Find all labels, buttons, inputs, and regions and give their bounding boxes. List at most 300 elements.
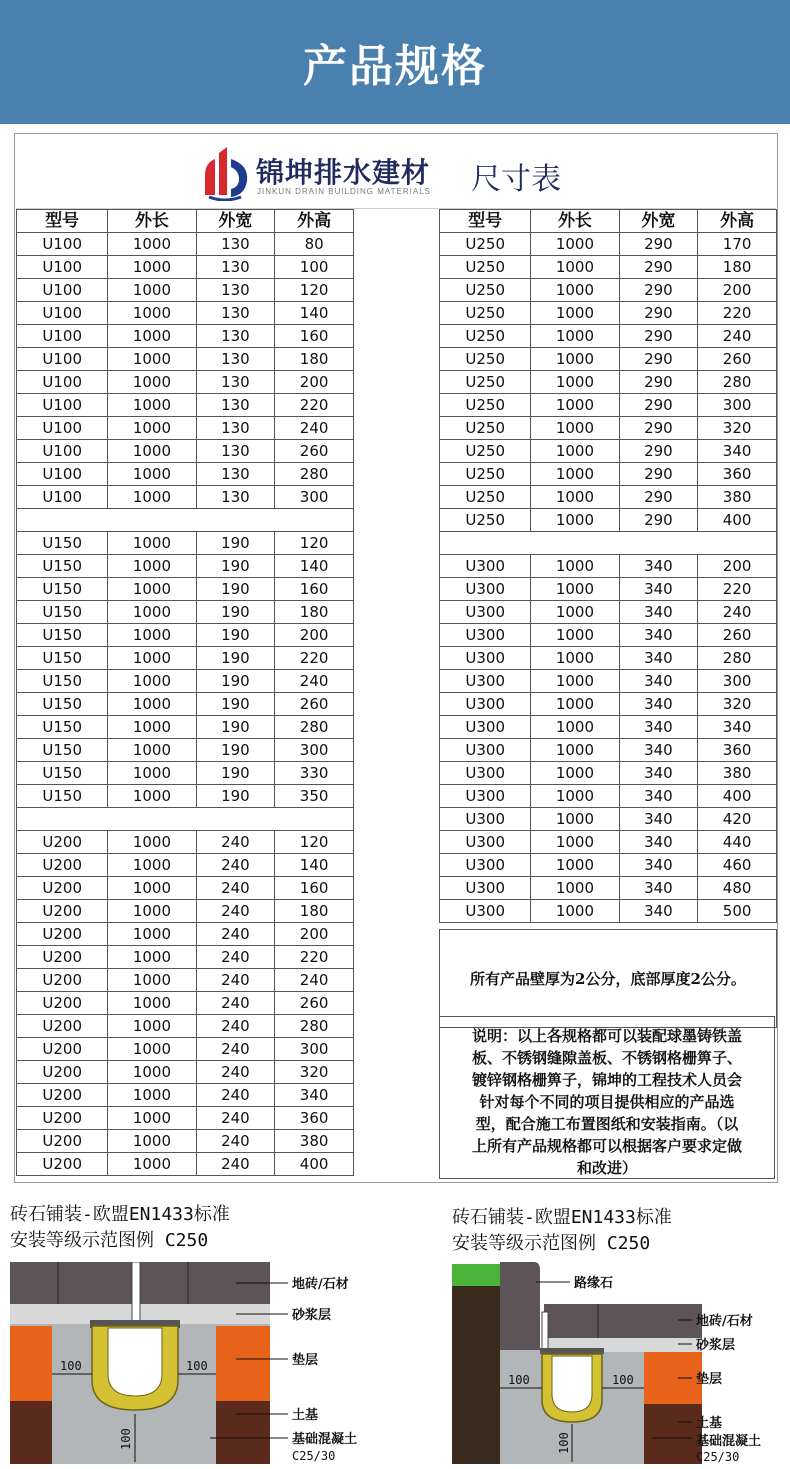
table-cell: U250 xyxy=(440,279,531,302)
description-line: 镀锌钢格栅箅子，锦坤的工程技术人员会 xyxy=(471,1071,742,1089)
table-cell: 190 xyxy=(196,670,275,693)
table-cell: 180 xyxy=(275,601,354,624)
table-cell: 1000 xyxy=(531,486,619,509)
table-row xyxy=(440,647,777,670)
table-cell: 130 xyxy=(196,302,275,325)
table-cell: 190 xyxy=(196,647,275,670)
table-row xyxy=(440,578,777,601)
table-cell: 480 xyxy=(698,877,777,900)
table-cell: U150 xyxy=(17,762,108,785)
table-cell: 340 xyxy=(619,578,698,601)
table-cell: 260 xyxy=(275,693,354,716)
table-cell: 240 xyxy=(196,877,275,900)
table-row xyxy=(17,900,354,923)
table-cell: 300 xyxy=(275,486,354,509)
spacer-row xyxy=(17,509,354,532)
table-cell: 330 xyxy=(275,762,354,785)
table-row xyxy=(440,900,777,923)
table-cell: U250 xyxy=(440,233,531,256)
right-diagram-caption xyxy=(452,1205,672,1257)
left-diagram-caption xyxy=(10,1202,230,1254)
table-cell: 240 xyxy=(196,1015,275,1038)
table-cell: 240 xyxy=(196,923,275,946)
table-cell: 1000 xyxy=(108,739,196,762)
label-curb: 路缘石 xyxy=(574,1276,614,1291)
table-cell: 1000 xyxy=(531,325,619,348)
table-row xyxy=(440,440,777,463)
brand-logo-icon xyxy=(199,145,251,201)
table-cell: 1000 xyxy=(108,1061,196,1084)
description-note xyxy=(439,1016,775,1179)
table-cell: 130 xyxy=(196,486,275,509)
table-row xyxy=(17,486,354,509)
table-row xyxy=(440,854,777,877)
table-cell: 340 xyxy=(619,808,698,831)
table-cell: U100 xyxy=(17,486,108,509)
table-cell: 290 xyxy=(619,486,698,509)
table-cell: 240 xyxy=(196,1153,275,1176)
table-cell: 220 xyxy=(275,946,354,969)
table-cell: 1000 xyxy=(531,394,619,417)
table-cell: U150 xyxy=(17,555,108,578)
column-header: 外宽 xyxy=(196,210,275,233)
table-cell: 340 xyxy=(619,624,698,647)
table-cell: 340 xyxy=(698,716,777,739)
table-cell: 240 xyxy=(196,969,275,992)
table-cell: 360 xyxy=(698,463,777,486)
table-cell: U100 xyxy=(17,233,108,256)
table-cell: U250 xyxy=(440,417,531,440)
table-cell: 460 xyxy=(698,854,777,877)
label-grade: C25/30 xyxy=(292,1449,336,1463)
table-cell: 340 xyxy=(619,900,698,923)
table-cell: 1000 xyxy=(108,371,196,394)
table-row xyxy=(17,1015,354,1038)
dim-right: 100 xyxy=(186,1359,208,1373)
table-row xyxy=(440,555,777,578)
label-tile: 地砖/石材 xyxy=(292,1277,349,1292)
table-cell: U300 xyxy=(440,716,531,739)
table-cell: U250 xyxy=(440,371,531,394)
table-cell: 160 xyxy=(275,877,354,900)
table-cell: 1000 xyxy=(108,831,196,854)
description-line: 和改进） xyxy=(576,1159,637,1177)
table-cell: 1000 xyxy=(531,716,619,739)
table-cell: 1000 xyxy=(531,739,619,762)
table-cell: 240 xyxy=(196,946,275,969)
table-row xyxy=(440,808,777,831)
table-cell: 1000 xyxy=(108,578,196,601)
table-row xyxy=(17,1153,354,1176)
column-header: 外高 xyxy=(698,210,777,233)
soil-layer-right xyxy=(216,1401,270,1464)
table-cell: U150 xyxy=(17,624,108,647)
table-cell: 1000 xyxy=(531,578,619,601)
label-soil: 土基 xyxy=(696,1416,723,1431)
table-cell: U300 xyxy=(440,578,531,601)
table-cell: U250 xyxy=(440,440,531,463)
column-header: 外长 xyxy=(531,210,619,233)
table-cell: 300 xyxy=(698,670,777,693)
table-row xyxy=(17,831,354,854)
spacer-row xyxy=(440,532,777,555)
table-cell: 1000 xyxy=(531,808,619,831)
table-cell: 290 xyxy=(619,417,698,440)
table-row xyxy=(17,440,354,463)
table-cell: U100 xyxy=(17,325,108,348)
table-cell: 180 xyxy=(698,256,777,279)
brand-name: 锦坤排水建材 xyxy=(256,156,431,189)
table-cell: U300 xyxy=(440,739,531,762)
table-cell: 1000 xyxy=(108,785,196,808)
table-cell: 130 xyxy=(196,463,275,486)
table-cell: 170 xyxy=(698,233,777,256)
table-cell: 290 xyxy=(619,279,698,302)
table-row xyxy=(440,486,777,509)
table-cell: 1000 xyxy=(108,1038,196,1061)
table-cell: 260 xyxy=(275,440,354,463)
table-cell: 190 xyxy=(196,693,275,716)
soil-column xyxy=(452,1270,500,1464)
table-cell: 1000 xyxy=(108,440,196,463)
table-cell: U250 xyxy=(440,394,531,417)
table-cell: 190 xyxy=(196,716,275,739)
table-title: 尺寸表 xyxy=(471,162,561,197)
tile-layer xyxy=(544,1304,702,1338)
table-cell: 340 xyxy=(619,555,698,578)
table-cell: 340 xyxy=(619,854,698,877)
table-cell: U250 xyxy=(440,256,531,279)
table-cell: 340 xyxy=(619,739,698,762)
table-cell: 280 xyxy=(698,371,777,394)
table-cell: 280 xyxy=(275,1015,354,1038)
table-cell: 190 xyxy=(196,624,275,647)
table-cell: 1000 xyxy=(108,877,196,900)
left-install-diagram xyxy=(10,1262,390,1467)
table-cell: 1000 xyxy=(531,371,619,394)
table-cell: 340 xyxy=(619,716,698,739)
table-cell: 290 xyxy=(619,348,698,371)
table-cell: 120 xyxy=(275,831,354,854)
table-cell: 1000 xyxy=(531,693,619,716)
table-cell: 130 xyxy=(196,394,275,417)
table-row xyxy=(17,992,354,1015)
table-cell: 200 xyxy=(275,923,354,946)
column-header: 型号 xyxy=(440,210,531,233)
wall-thickness-text: 所有产品壁厚为2公分，底部厚度2公分。 xyxy=(470,970,746,988)
table-row xyxy=(17,601,354,624)
table-row xyxy=(440,739,777,762)
table-row xyxy=(17,555,354,578)
table-row xyxy=(17,325,354,348)
table-cell: 240 xyxy=(196,854,275,877)
table-cell: 220 xyxy=(698,578,777,601)
table-row xyxy=(17,256,354,279)
table-cell: 440 xyxy=(698,831,777,854)
table-cell: U300 xyxy=(440,877,531,900)
table-cell: U150 xyxy=(17,578,108,601)
description-line: 板、不锈钢缝隙盖板、不锈钢格栅箅子、 xyxy=(471,1049,742,1067)
table-cell: 1000 xyxy=(531,256,619,279)
table-cell: U300 xyxy=(440,670,531,693)
table-cell: 240 xyxy=(196,992,275,1015)
table-cell: U150 xyxy=(17,693,108,716)
table-cell: 1000 xyxy=(108,302,196,325)
table-cell: 380 xyxy=(275,1130,354,1153)
spacer-cell xyxy=(17,509,354,532)
table-cell: 290 xyxy=(619,440,698,463)
table-cell: 1000 xyxy=(531,555,619,578)
table-row xyxy=(17,647,354,670)
table-cell: U250 xyxy=(440,463,531,486)
table-cell: 1000 xyxy=(108,279,196,302)
table-cell: 1000 xyxy=(108,1153,196,1176)
table-cell: 340 xyxy=(619,693,698,716)
table-cell: 80 xyxy=(275,233,354,256)
table-cell: 1000 xyxy=(108,693,196,716)
table-row xyxy=(440,325,777,348)
table-cell: U250 xyxy=(440,325,531,348)
table-row xyxy=(440,624,777,647)
table-cell: 340 xyxy=(698,440,777,463)
cushion-layer xyxy=(644,1352,702,1404)
table-cell: U250 xyxy=(440,302,531,325)
table-cell: 1000 xyxy=(531,854,619,877)
table-cell: U100 xyxy=(17,256,108,279)
table-cell: U200 xyxy=(17,1061,108,1084)
table-cell: U200 xyxy=(17,877,108,900)
table-row xyxy=(17,1107,354,1130)
table-cell: U300 xyxy=(440,555,531,578)
table-cell: U150 xyxy=(17,647,108,670)
table-cell: 320 xyxy=(698,417,777,440)
table-cell: 290 xyxy=(619,325,698,348)
table-cell: U300 xyxy=(440,601,531,624)
label-cushion: 垫层 xyxy=(292,1353,319,1368)
table-cell: U100 xyxy=(17,348,108,371)
table-cell: 340 xyxy=(619,647,698,670)
spacer-row xyxy=(17,808,354,831)
table-row xyxy=(17,463,354,486)
table-row xyxy=(440,509,777,532)
table-header-row xyxy=(17,210,354,233)
table-cell: U200 xyxy=(17,1038,108,1061)
table-cell: 200 xyxy=(275,371,354,394)
table-row xyxy=(440,348,777,371)
table-cell: 1000 xyxy=(108,463,196,486)
table-row xyxy=(440,463,777,486)
table-cell: 500 xyxy=(698,900,777,923)
table-cell: 1000 xyxy=(531,417,619,440)
table-cell: 240 xyxy=(698,601,777,624)
table-cell: 1000 xyxy=(108,532,196,555)
table-cell: U150 xyxy=(17,670,108,693)
spec-card xyxy=(14,133,778,1183)
table-cell: 340 xyxy=(619,785,698,808)
table-cell: 1000 xyxy=(531,509,619,532)
table-cell: U250 xyxy=(440,509,531,532)
spacer-cell xyxy=(17,808,354,831)
table-cell: 300 xyxy=(275,739,354,762)
table-cell: 240 xyxy=(196,900,275,923)
table-cell: 240 xyxy=(196,1130,275,1153)
page-title: 产品规格 xyxy=(303,41,487,92)
label-tile: 地砖/石材 xyxy=(696,1314,753,1329)
table-cell: 290 xyxy=(619,394,698,417)
table-row xyxy=(17,302,354,325)
table-cell: 200 xyxy=(698,555,777,578)
table-cell: 200 xyxy=(698,279,777,302)
table-row xyxy=(440,417,777,440)
table-cell: U300 xyxy=(440,831,531,854)
left-caption-line2: 安装等级示范图例 C250 xyxy=(10,1230,209,1251)
table-row xyxy=(17,371,354,394)
table-cell: U250 xyxy=(440,486,531,509)
table-cell: 1000 xyxy=(108,969,196,992)
table-cell: 1000 xyxy=(108,716,196,739)
table-cell: 190 xyxy=(196,532,275,555)
table-cell: 290 xyxy=(619,233,698,256)
table-cell: 300 xyxy=(275,1038,354,1061)
table-row xyxy=(440,670,777,693)
table-cell: 130 xyxy=(196,371,275,394)
table-cell: 1000 xyxy=(108,601,196,624)
table-cell: 1000 xyxy=(531,302,619,325)
table-cell: 340 xyxy=(619,877,698,900)
table-cell: 400 xyxy=(698,509,777,532)
column-header: 外宽 xyxy=(619,210,698,233)
table-cell: 1000 xyxy=(531,831,619,854)
table-cell: 200 xyxy=(275,624,354,647)
table-cell: 190 xyxy=(196,785,275,808)
table-row xyxy=(17,578,354,601)
table-cell: 130 xyxy=(196,233,275,256)
table-cell: 1000 xyxy=(108,923,196,946)
table-cell: 240 xyxy=(275,969,354,992)
table-cell: 1000 xyxy=(108,854,196,877)
table-cell: 130 xyxy=(196,348,275,371)
table-cell: 190 xyxy=(196,578,275,601)
table-cell: 240 xyxy=(196,1061,275,1084)
table-cell: U200 xyxy=(17,900,108,923)
table-cell: U200 xyxy=(17,831,108,854)
table-row xyxy=(17,969,354,992)
table-row xyxy=(440,601,777,624)
table-header-row xyxy=(440,210,777,233)
table-cell: 1000 xyxy=(108,624,196,647)
description-line: 说明：以上各规格都可以装配球墨铸铁盖 xyxy=(471,1027,742,1045)
table-cell: 340 xyxy=(619,601,698,624)
table-cell: 290 xyxy=(619,509,698,532)
table-cell: 290 xyxy=(619,256,698,279)
table-cell: 240 xyxy=(275,417,354,440)
description-line: 上所有产品规格都可以根据客户要求定做 xyxy=(471,1137,742,1155)
table-cell: 140 xyxy=(275,555,354,578)
table-row xyxy=(17,923,354,946)
table-row xyxy=(17,1061,354,1084)
table-cell: 160 xyxy=(275,578,354,601)
table-cell: 1000 xyxy=(531,279,619,302)
table-cell: 400 xyxy=(275,1153,354,1176)
column-header: 外高 xyxy=(275,210,354,233)
table-cell: 130 xyxy=(196,417,275,440)
table-cell: 100 xyxy=(275,256,354,279)
table-cell: U100 xyxy=(17,417,108,440)
right-caption-line1: 砖石铺装-欧盟EN1433标准 xyxy=(452,1207,672,1228)
table-cell: U200 xyxy=(17,1084,108,1107)
table-cell: 180 xyxy=(275,900,354,923)
table-cell: 130 xyxy=(196,279,275,302)
table-cell: 240 xyxy=(275,670,354,693)
table-cell: U200 xyxy=(17,946,108,969)
table-cell: U200 xyxy=(17,1153,108,1176)
table-row xyxy=(17,716,354,739)
grass-strip xyxy=(452,1264,500,1286)
table-cell: U200 xyxy=(17,923,108,946)
table-cell: 1000 xyxy=(108,1015,196,1038)
description-line: 型，配合施工布置图纸和安装指南。（以 xyxy=(475,1115,739,1133)
dim-left: 100 xyxy=(60,1359,82,1373)
spec-table-left xyxy=(16,209,354,1176)
column-header: 型号 xyxy=(17,210,108,233)
column-header: 外长 xyxy=(108,210,196,233)
table-cell: U200 xyxy=(17,854,108,877)
table-cell: U150 xyxy=(17,785,108,808)
table-cell: 1000 xyxy=(108,256,196,279)
table-row xyxy=(17,693,354,716)
table-row xyxy=(440,831,777,854)
label-mortar: 砂浆层 xyxy=(292,1308,332,1323)
table-cell: 260 xyxy=(275,992,354,1015)
grate-cover xyxy=(540,1348,604,1354)
table-cell: U300 xyxy=(440,808,531,831)
table-row xyxy=(17,739,354,762)
table-cell: 240 xyxy=(196,1107,275,1130)
table-row xyxy=(17,670,354,693)
table-cell: 1000 xyxy=(531,670,619,693)
table-cell: 1000 xyxy=(108,325,196,348)
table-cell: 290 xyxy=(619,302,698,325)
table-cell: 120 xyxy=(275,279,354,302)
table-cell: U200 xyxy=(17,1130,108,1153)
table-cell: 1000 xyxy=(531,440,619,463)
table-cell: U300 xyxy=(440,762,531,785)
table-cell: 1000 xyxy=(108,233,196,256)
table-cell: 290 xyxy=(619,463,698,486)
right-install-diagram xyxy=(452,1262,787,1467)
table-cell: U300 xyxy=(440,785,531,808)
dim-bottom: 100 xyxy=(119,1428,133,1450)
table-row xyxy=(17,279,354,302)
table-row xyxy=(440,785,777,808)
table-row xyxy=(440,279,777,302)
table-cell: 1000 xyxy=(108,555,196,578)
table-row xyxy=(17,1130,354,1153)
spec-table-right xyxy=(439,209,777,923)
table-cell: 1000 xyxy=(531,348,619,371)
table-row xyxy=(17,233,354,256)
table-cell: U150 xyxy=(17,532,108,555)
table-row xyxy=(17,348,354,371)
table-cell: U250 xyxy=(440,348,531,371)
table-cell: U300 xyxy=(440,647,531,670)
table-cell: 1000 xyxy=(531,601,619,624)
table-cell: 1000 xyxy=(531,647,619,670)
table-cell: 1000 xyxy=(108,762,196,785)
table-cell: 1000 xyxy=(108,647,196,670)
table-cell: 220 xyxy=(698,302,777,325)
table-cell: 190 xyxy=(196,601,275,624)
